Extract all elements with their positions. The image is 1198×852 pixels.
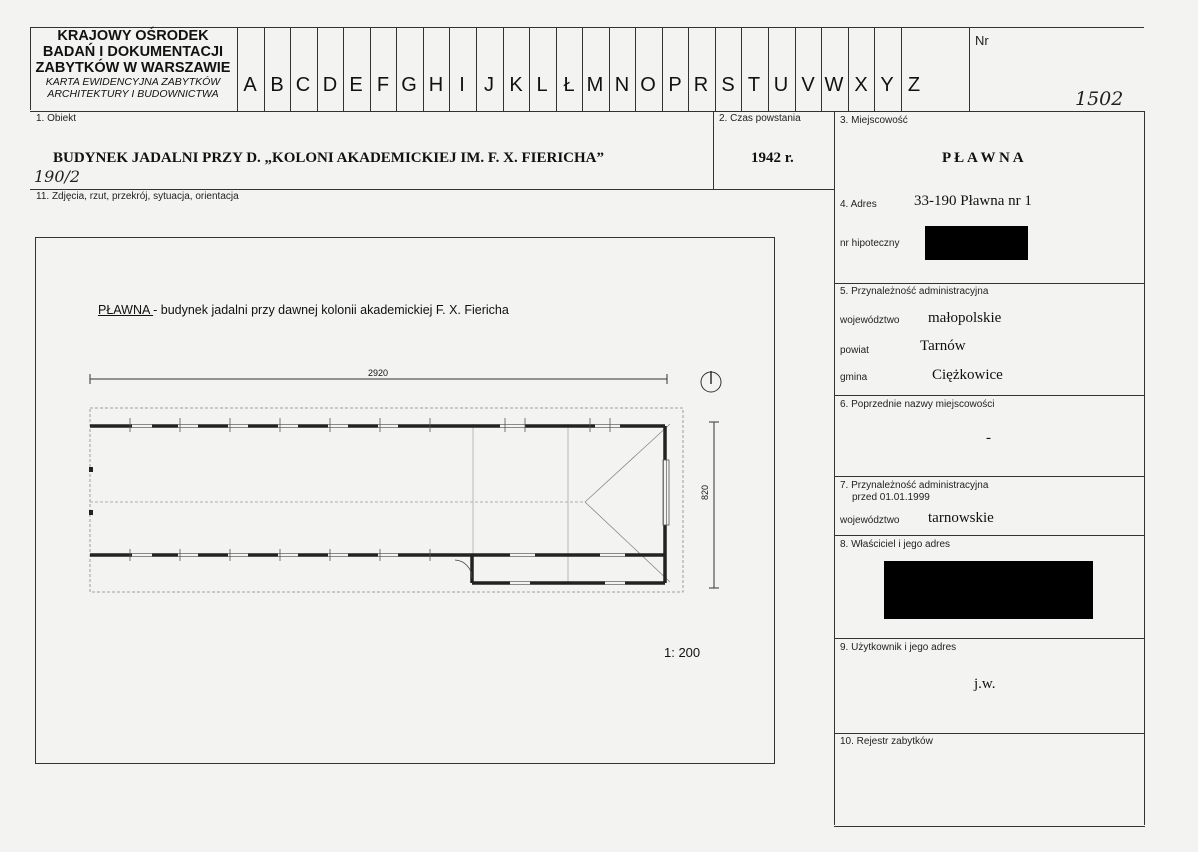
letter-c: C: [295, 74, 311, 96]
wojewodztwo-old-label: województwo: [840, 515, 900, 526]
letter-divider: [449, 27, 450, 111]
letter-divider: [396, 27, 397, 111]
hipoteczny-label: nr hipoteczny: [840, 238, 900, 249]
nr-label: Nr: [975, 33, 989, 48]
letter-divider: [688, 27, 689, 111]
adres-label: 4. Adres: [840, 199, 877, 210]
adres-value: 33-190 Pławna nr 1: [914, 193, 1032, 209]
letter-k: K: [509, 74, 523, 96]
letter-m: M: [586, 74, 604, 96]
redaction-wlasciciel: [884, 561, 1093, 619]
miejscowosc-label: 3. Miejscowość: [840, 115, 908, 126]
letter-g: G: [401, 74, 417, 96]
zdjecia-label: 11. Zdjęcia, rzut, przekrój, sytuacja, orientacja: [36, 191, 239, 202]
institution-line2: BADAŃ I DOKUMENTACJI: [42, 44, 224, 60]
card-type-line2: ARCHITEKTURY I BUDOWNICTWA: [47, 88, 219, 100]
obiekt-value: BUDYNEK JADALNI PRZY D. „KOLONI AKADEMICKIEJ IM. F. X. FIERICHA”: [53, 150, 605, 166]
przynaleznosc-label: 5. Przynależność administracyjna: [840, 286, 989, 297]
drawing-title-rest: - budynek jadalni przy dawnej kolonii akademickiej F. X. Fiericha: [153, 303, 509, 317]
czas-label: 2. Czas powstania: [719, 113, 801, 124]
letter-divider: [237, 27, 238, 111]
letter-divider: [874, 27, 875, 111]
letter-divider: [343, 27, 344, 111]
poprzednie-label: 6. Poprzednie nazwy miejscowości: [840, 399, 995, 410]
letter-divider: [848, 27, 849, 111]
letter-r: R: [693, 74, 709, 96]
letter-u: U: [773, 74, 789, 96]
letter-p: P: [668, 74, 682, 96]
uzytkownik-label: 9. Użytkownik i jego adres: [840, 642, 957, 653]
gmina-value: Ciężkowice: [932, 367, 1003, 383]
institution-block: [30, 28, 236, 110]
letter-o: O: [640, 74, 656, 96]
wojewodztwo-old-value: tarnowskie: [928, 510, 994, 526]
institution-line3: ZABYTKÓW W WARSZAWIE: [35, 60, 231, 76]
letter-b: B: [270, 74, 284, 96]
letter-z: Z: [907, 74, 921, 96]
letter-divider: [423, 27, 424, 111]
letter-divider: [370, 27, 371, 111]
letter-divider: [821, 27, 822, 111]
letter-x: X: [854, 74, 868, 96]
letter-divider: [529, 27, 530, 111]
letter-divider: [768, 27, 769, 111]
wojewodztwo-value: małopolskie: [928, 310, 1002, 326]
letter-divider: [264, 27, 265, 111]
letter-divider: [503, 27, 504, 111]
letter-divider: [556, 27, 557, 111]
drawing-title: [98, 303, 509, 317]
letter-f: F: [376, 74, 390, 96]
letter-j: J: [484, 74, 494, 96]
uzytkownik-value: j.w.: [974, 676, 996, 692]
dim-length: 2920: [368, 368, 389, 378]
letter-y: Y: [880, 74, 894, 96]
gmina-label: gmina: [840, 372, 868, 383]
letter-divider: [795, 27, 796, 111]
letter-divider: [609, 27, 610, 111]
card-type-line1: KARTA EWIDENCYJNA ZABYTKÓW: [45, 76, 221, 88]
obiekt-label: 1. Obiekt: [36, 113, 77, 124]
letter-divider: [635, 27, 636, 111]
powiat-value: Tarnów: [920, 338, 966, 354]
drawing-scale: 1: 200: [664, 645, 701, 660]
letter-n: N: [614, 74, 630, 96]
wojewodztwo-label: województwo: [840, 315, 900, 326]
institution-line1: KRAJOWY OŚRODEK: [57, 28, 209, 44]
obiekt-handwritten: 190/2: [34, 167, 81, 186]
letter-divider: [901, 27, 902, 111]
przynaleznosc-old-label: 7. Przynależność administracyjna: [840, 480, 989, 491]
nr-handwritten: 1502: [1075, 88, 1124, 110]
poprzednie-value: -: [986, 430, 991, 446]
letter-divider: [476, 27, 477, 111]
letter-s: S: [721, 74, 735, 96]
letter-d: D: [322, 74, 338, 96]
letter-divider: [290, 27, 291, 111]
letter-h: H: [428, 74, 444, 96]
letter-divider: [317, 27, 318, 111]
letter-l: L: [536, 74, 548, 96]
letter-w: W: [824, 74, 844, 96]
letter-divider: [662, 27, 663, 111]
letter-e: E: [349, 74, 363, 96]
floor-plan: [80, 360, 740, 600]
przynaleznosc-old-date: przed 01.01.1999: [852, 492, 930, 503]
dim-width: 820: [700, 484, 710, 500]
powiat-label: powiat: [840, 345, 869, 356]
letter-v: V: [801, 74, 815, 96]
letter-ł: Ł: [563, 74, 575, 96]
czas-value: 1942 r.: [751, 150, 794, 166]
miejscowosc-value: P Ł A W N A: [942, 150, 1024, 166]
letter-a: A: [243, 74, 257, 96]
redaction-hipoteczny: [925, 226, 1028, 260]
drawing-title-place: PŁAWNA: [98, 303, 154, 317]
letter-divider: [582, 27, 583, 111]
wlasciciel-label: 8. Właściciel i jego adres: [840, 539, 951, 550]
letter-divider: [715, 27, 716, 111]
rejestr-label: 10. Rejestr zabytków: [840, 736, 933, 747]
letter-divider: [741, 27, 742, 111]
letter-i: I: [459, 74, 465, 96]
letter-t: T: [747, 74, 761, 96]
